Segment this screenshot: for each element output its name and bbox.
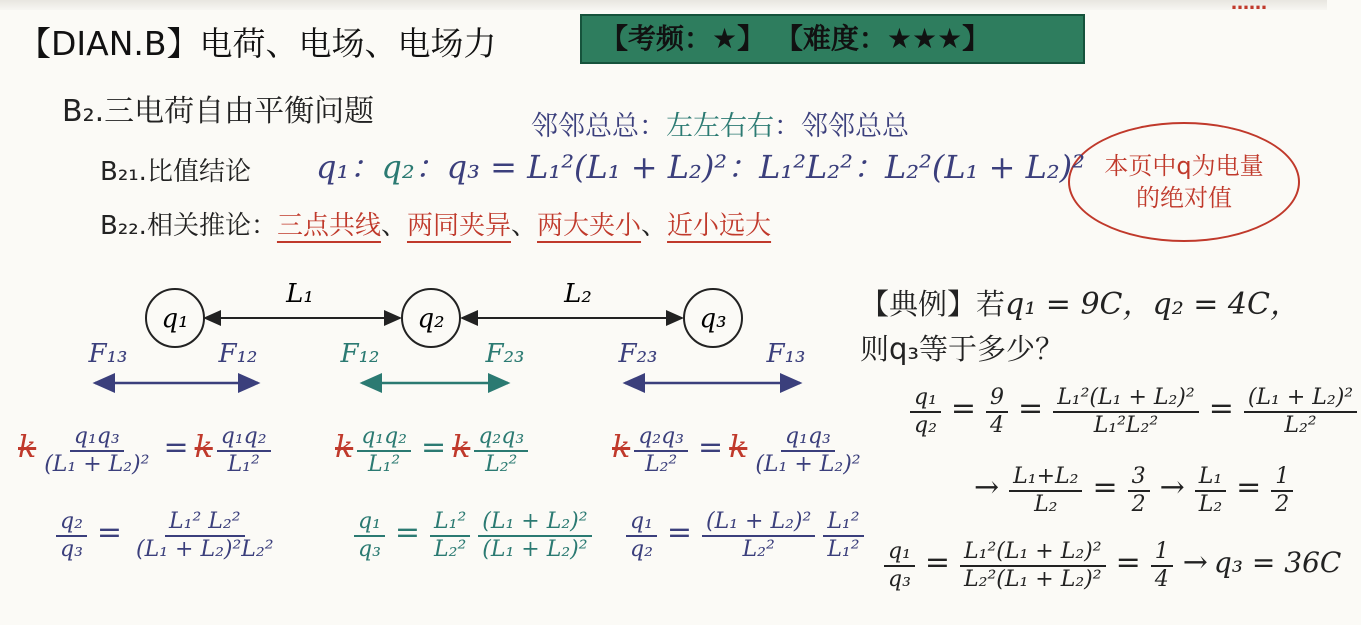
s2-b-den: 2 (1131, 492, 1146, 518)
s2-c-num: L₁ (1195, 465, 1226, 492)
inference-4: 近小远大 (667, 211, 772, 241)
inference-line (100, 205, 771, 242)
res3-left-num: q₁ (626, 510, 657, 537)
force-label-6: F₁₃ (766, 339, 806, 369)
charge-label-1: q₁ (161, 304, 189, 334)
inference-sep-2: 、 (511, 211, 538, 241)
res1-left-num: q₂ (56, 510, 87, 537)
mnemonic-left: 邻邻总总： (531, 111, 666, 142)
s3-c-num: 1 (1151, 540, 1173, 567)
k-symbol: k (335, 430, 354, 466)
ratio-formula-right: ：q₃ = L₁²(L₁ + L₂)²：L₁²L₂²：L₂²(L₁ + L₂)² (414, 148, 1085, 186)
s2-c-den: L₂ (1198, 492, 1223, 518)
res2-right-den: (L₁ + L₂)² (482, 537, 588, 563)
eq2-right-den: L₂² (485, 452, 518, 478)
section-heading: B₂.三电荷自由平衡问题 (62, 94, 375, 129)
mnemonic-right: ：邻邻总总 (774, 111, 909, 142)
inference-sep-3: 、 (641, 211, 668, 241)
s2-d-den: 2 (1275, 492, 1290, 518)
res3-mid-den: L₂² (742, 537, 775, 563)
top-band (0, 0, 1327, 10)
force-label-5: F₂₃ (618, 339, 658, 369)
res2-right-num: (L₁ + L₂)² (478, 510, 591, 537)
s1-b-num: 9 (986, 386, 1008, 413)
s3-b-den: L₂²(L₁ + L₂)² (964, 567, 1102, 593)
inference-3: 两大夹小 (537, 211, 642, 241)
example-question (860, 282, 1300, 371)
s3-b-num: L₁²(L₁ + L₂)² (960, 540, 1106, 567)
distance-label-1: L₁ (286, 279, 314, 309)
ratio-formula (316, 142, 1085, 188)
eq2-left-num: q₁q₂ (357, 425, 411, 452)
s1-c-num: L₁²(L₁ + L₂)² (1053, 386, 1199, 413)
s1-c-den: L₁²L₂² (1093, 413, 1159, 439)
s3-a-num: q₁ (884, 540, 915, 567)
answer: q₃ = 36C (1213, 546, 1342, 580)
force-label-4: F₂₃ (485, 339, 525, 369)
corner-text: …… (1231, 0, 1267, 14)
equation-1: k $\frac{\text{q₁q₃}}{\text{(L₁ + L₂)²}}$ = k $\frac{\text{q₁q₂}}{\text{L₁²}}$ (18, 425, 275, 477)
eq1-left-den: (L₁ + L₂)² (44, 452, 150, 478)
force-label-3: F₁₂ (340, 339, 380, 369)
k-symbol: k (729, 430, 748, 466)
res3-mid-num: (L₁ + L₂)² (702, 510, 815, 537)
example-label: 【典例】若 (860, 287, 1006, 321)
res3-left-den: q₂ (630, 537, 653, 563)
solution-step-3: $\frac{\text{q₁}}{\text{q₃}}$ = $\frac{\text{L₁²(L₁ + L₂)²}}{\text{L₂²(L₁ + L₂)²}}$ = $\frac{1}{4}$ → q₃ = 36C (880, 540, 1341, 592)
s3-c-den: 4 (1154, 567, 1169, 593)
eq3-right-den: (L₁ + L₂)² (755, 452, 861, 478)
charge-diagram (0, 270, 850, 395)
frequency-label: 【考频：★】 (600, 22, 766, 55)
res1-left-den: q₃ (60, 537, 83, 563)
eq1-right-num: q₁q₂ (217, 425, 271, 452)
page-title: 【DIAN.B】电荷、电场、电场力 (18, 24, 497, 63)
difficulty-banner (580, 14, 1085, 64)
s2-d-num: 1 (1271, 465, 1293, 492)
inference-label: B₂₂.相关推论： (100, 211, 277, 241)
k-symbol: k (612, 430, 631, 466)
inference-2: 两同夹异 (406, 211, 511, 241)
eq3-right-num: q₁q₃ (781, 425, 835, 452)
eq3-left-num: q₂q₃ (634, 425, 688, 452)
eq3-left-den: L₂² (644, 452, 678, 478)
eq1-left-num: q₁q₃ (70, 425, 124, 452)
result-3: $\frac{\text{q₁}}{\text{q₂}}$ = $\frac{\text{(L₁ + L₂)²}}{\text{L₂²}}$ $\frac{\text{L₁²}}{\text{L₁²}}$ (622, 510, 868, 562)
inference-1: 三点共线 (276, 211, 381, 241)
res2-mid-num: L₁² (430, 510, 470, 537)
mnemonic-mid: 左左右右 (666, 111, 774, 142)
result-1: $\frac{\text{q₂}}{\text{q₃}}$ = $\frac{\text{L₁² L₂²}}{\text{(L₁ + L₂)²L₂²}}$ (52, 510, 282, 562)
solution-step-1: $\frac{\text{q₁}}{\text{q₂}}$ = $\frac{9}{4}$ = $\frac{\text{L₁²(L₁ + L₂)²}}{\text{L₁²L₂²}}$ = $\frac{\text{(L₁ + L₂)²}}{\text{L₂²}}$ (906, 386, 1361, 438)
eq2-left-den: L₁² (367, 452, 401, 478)
res2-left-num: q₁ (354, 510, 385, 537)
ratio-formula-q2: q₂ (381, 148, 415, 186)
s3-a-den: q₃ (888, 567, 911, 593)
ratio-label: B₂₁.比值结论 (100, 157, 251, 187)
s1-b-den: 4 (990, 413, 1005, 439)
example-given: q₁ = 9C，q₂ = 4C， (1005, 287, 1300, 322)
res2-mid-den: L₂² (434, 537, 467, 563)
s2-b-num: 3 (1128, 465, 1150, 492)
solution-step-2: → $\frac{\text{L₁+L₂}}{\text{L₂}}$ = $\frac{3}{2}$ → $\frac{\text{L₁}}{\text{L₂}}$ = $\frac{1}{2}$ (968, 465, 1297, 517)
eq1-right-den: L₁² (227, 452, 260, 478)
s1-a-den: q₂ (914, 413, 937, 439)
s2-a-den: L₂ (1034, 492, 1058, 518)
mnemonic (531, 104, 909, 143)
k-symbol: k (194, 430, 213, 466)
s1-d-num: (L₁ + L₂)² (1244, 386, 1357, 413)
force-label-1: F₁₃ (88, 339, 128, 369)
force-label-2: F₁₂ (218, 339, 258, 369)
s1-d-den: L₂² (1284, 413, 1317, 439)
equation-3: k $\frac{\text{q₂q₃}}{\text{L₂²}}$ = k $\frac{\text{q₁q₃}}{\text{(L₁ + L₂)²}}$ (612, 425, 869, 477)
eq2-right-num: q₂q₃ (474, 425, 528, 452)
difficulty-label: 【难度：★★★】 (774, 22, 991, 55)
s1-a-num: q₁ (910, 386, 941, 413)
charge-label-2: q₂ (417, 304, 445, 334)
res1-right-den: (L₁ + L₂)²L₂² (136, 537, 274, 563)
charge-label-3: q₃ (699, 304, 727, 334)
k-symbol: k (452, 430, 471, 466)
res2-left-den: q₃ (358, 537, 381, 563)
res3-right-den: L₁² (827, 537, 860, 563)
inference-sep-1: 、 (380, 211, 407, 241)
result-2: $\frac{\text{q₁}}{\text{q₃}}$ = $\frac{\text{L₁²}}{\text{L₂²}}$ $\frac{\text{(L₁ + L₂)²}}{\text{(L₁ + L₂)²}}$ (350, 510, 596, 562)
ratio-formula-left: q₁： (316, 148, 382, 186)
distance-label-2: L₂ (564, 279, 592, 309)
res3-right-num: L₁² (823, 510, 863, 537)
s2-a-num: L₁+L₂ (1009, 465, 1082, 492)
note-bubble (1068, 122, 1300, 242)
k-symbol: k (18, 430, 37, 466)
equation-2: k $\frac{\text{q₁q₂}}{\text{L₁²}}$ = k $\frac{\text{q₂q₃}}{\text{L₂²}}$ (335, 425, 532, 477)
res1-right-num: L₁² L₂² (165, 510, 245, 537)
example-ask: 则q₃等于多少？ (860, 332, 1065, 366)
note-text: 本页中q为电量的绝对值 (1104, 152, 1264, 212)
